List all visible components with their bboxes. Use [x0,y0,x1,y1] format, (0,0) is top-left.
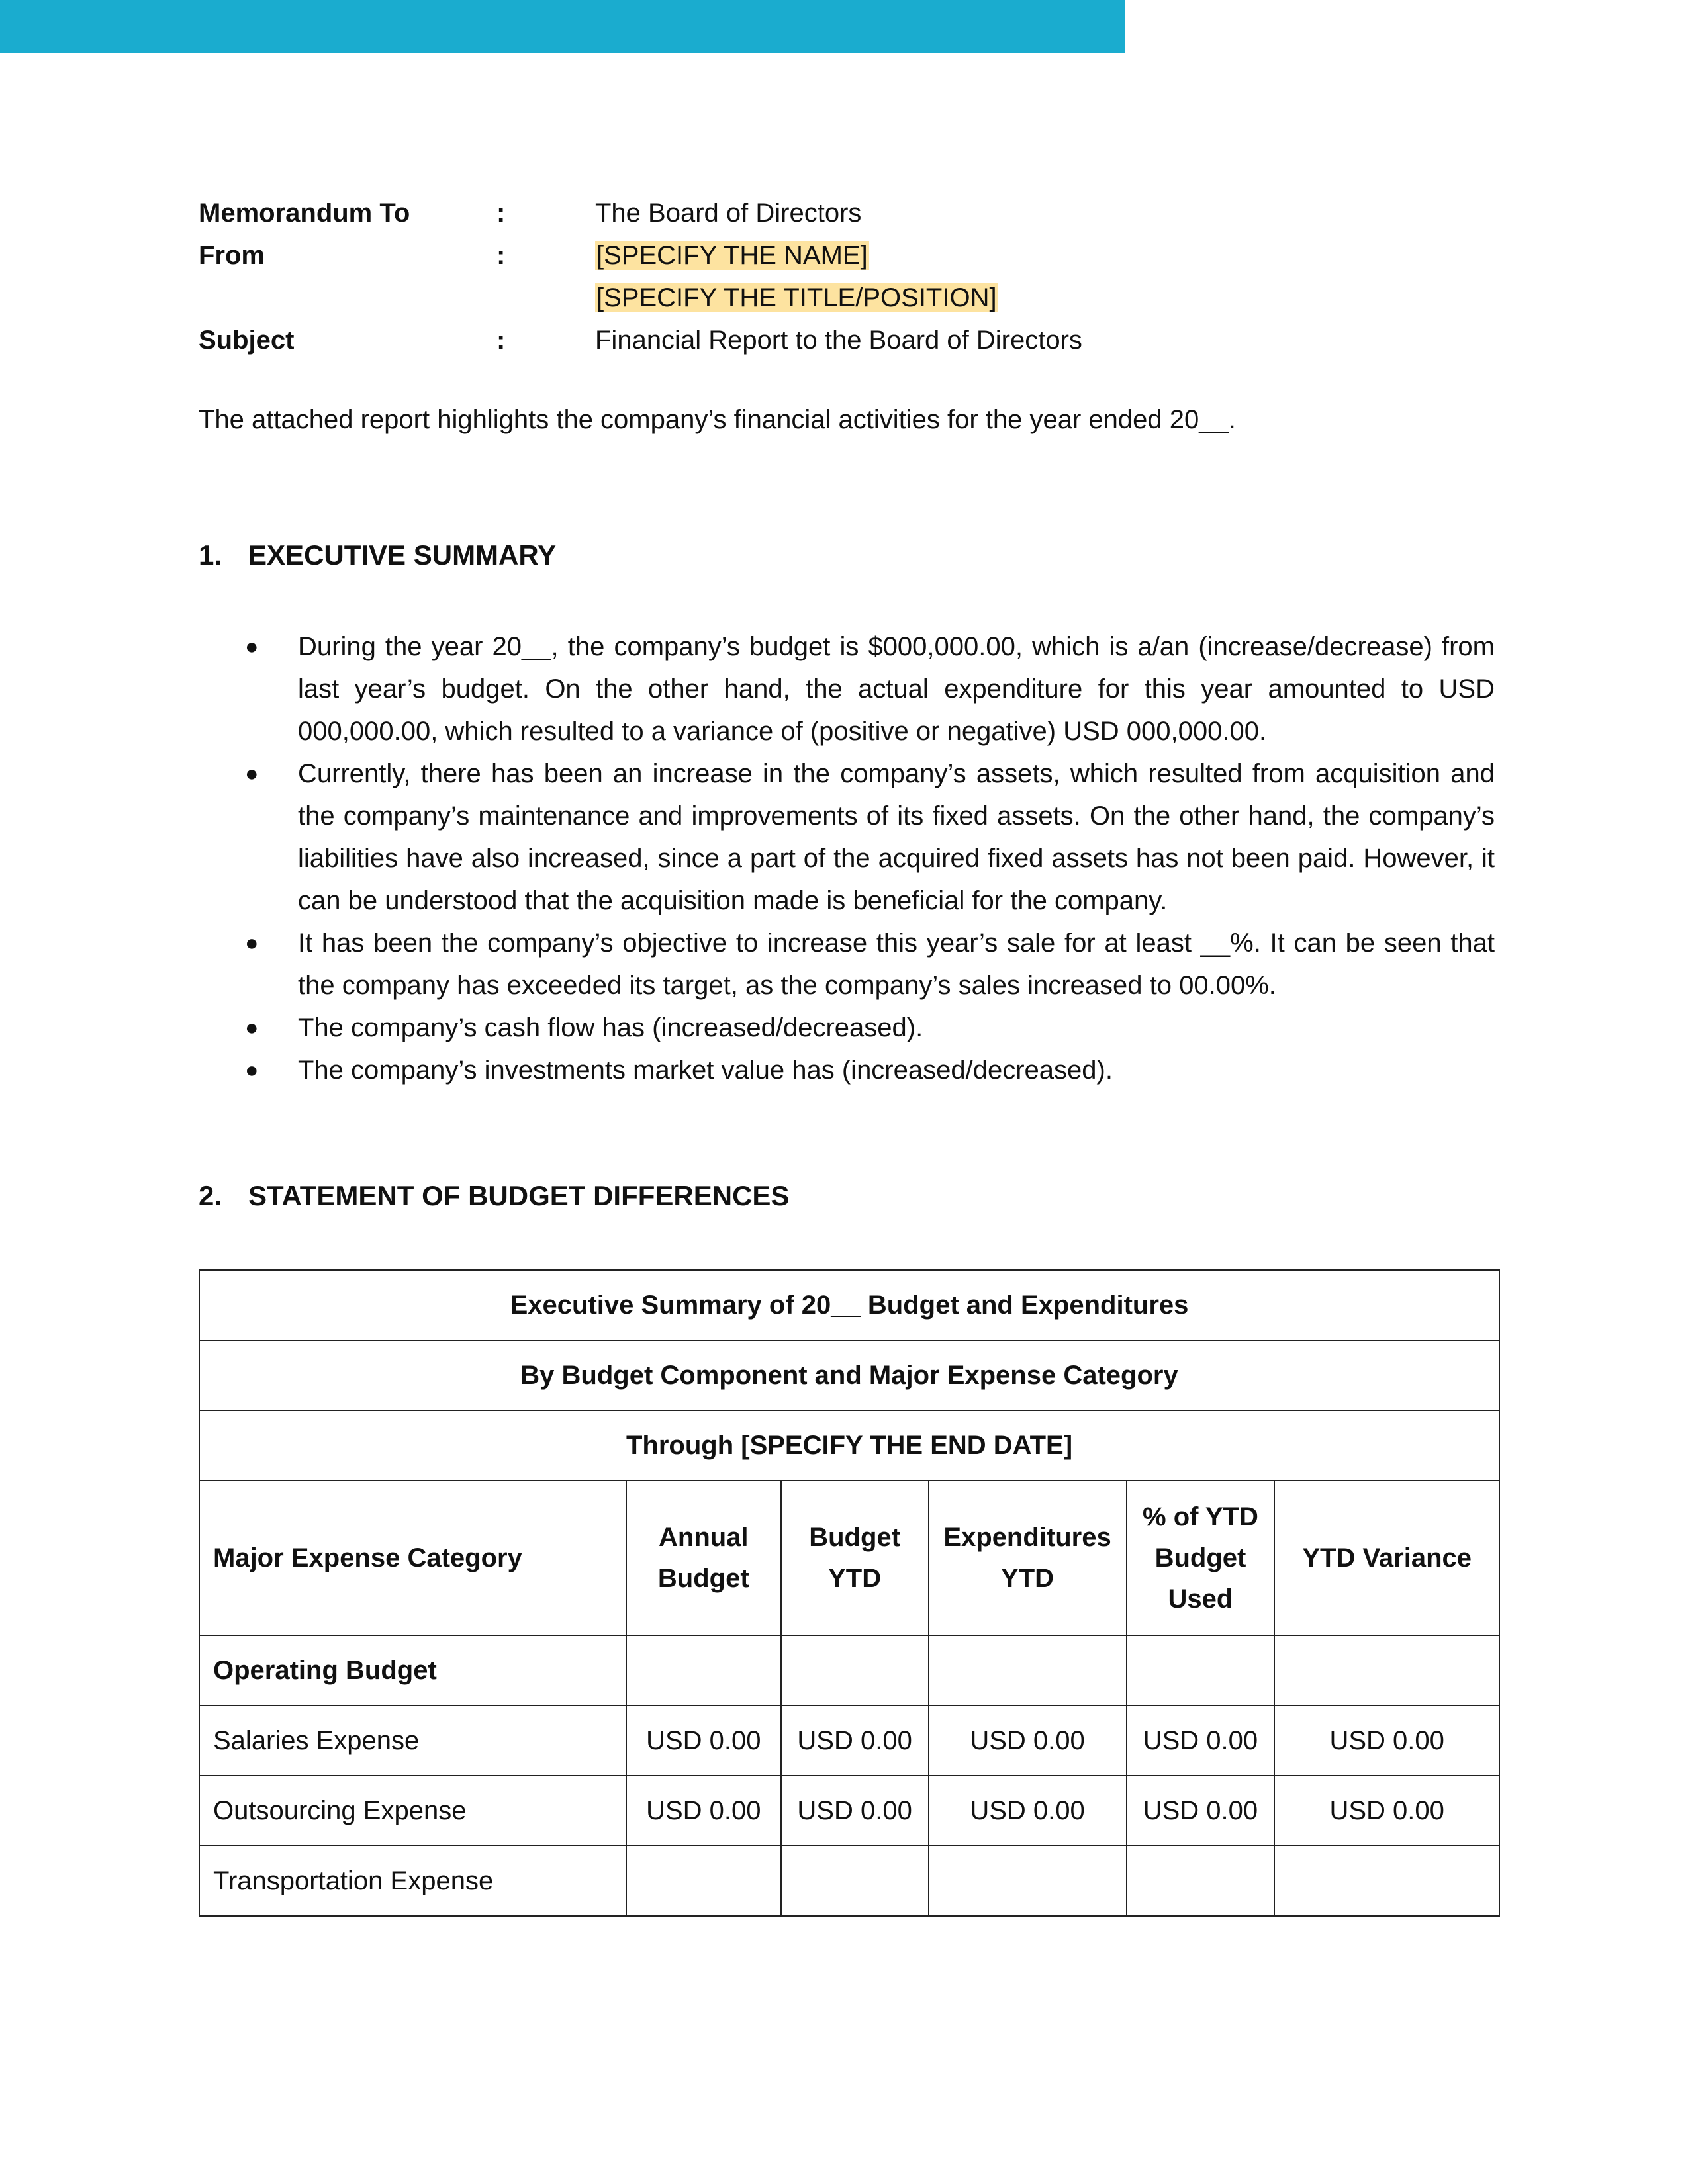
cell-annual-budget [626,1635,781,1706]
header-line: Budget [809,1523,900,1552]
cell-expenditures-ytd [929,1846,1127,1916]
column-header-expenditures-ytd [929,1480,1127,1635]
memo-colon: : [496,198,506,228]
cell-annual-budget: USD 0.00 [626,1706,781,1776]
bullet-icon: ● [245,634,259,659]
memo-to-row [199,192,1501,234]
executive-summary-list [245,625,1495,1091]
table-end-date: Through [SPECIFY THE END DATE] [199,1410,1499,1480]
table-date-row [199,1410,1499,1480]
cell-pct-used: USD 0.00 [1127,1776,1275,1846]
section-heading-executive-summary [199,539,556,571]
list-item-text: Currently, there has been an increase in the company’s assets, which resulted from acquisition and the company’s maintenance and improvements of its fixed assets. On the other hand, the company’s liabilities have also increased, since a part of the acquired fixed assets has not been paid. However, it can be understood that the acquisition made is beneficial for the company. [298,759,1495,915]
cell-budget-ytd [781,1635,929,1706]
table-row [199,1706,1499,1776]
cell-budget-ytd [781,1846,929,1916]
cell-pct-used [1127,1635,1275,1706]
list-item [245,752,1495,922]
list-item-text: During the year 20__, the company’s budget is $000,000.00, which is a/an (increase/decrease) from last year’s budget. On the other hand, the actual expenditure for this year amounted to USD 000,000.00, which resulted to a variance of (positive or negative) USD 000,000.00. [298,632,1495,746]
header-line: Budget [657,1564,749,1593]
column-header-budget-ytd [781,1480,929,1635]
header-line: % of YTD [1143,1502,1258,1531]
cell-expenditures-ytd: USD 0.00 [929,1706,1127,1776]
table-header-row [199,1480,1499,1635]
bullet-icon: ● [245,761,259,786]
table-row [199,1846,1499,1916]
table-subtitle: By Budget Component and Major Expense Category [199,1340,1499,1410]
memo-colon: : [496,240,506,270]
memo-from-title-cell [595,283,1501,313]
list-item [245,1007,1495,1049]
cell-pct-used [1127,1846,1275,1916]
memo-to-value: The Board of Directors [595,198,862,228]
header-line: Expenditures [943,1523,1111,1552]
header-line: YTD [828,1564,882,1593]
memo-from-label: From [199,240,265,270]
memo-subject-value: Financial Report to the Board of Directors [595,325,1082,355]
section-number: 2. [199,1180,222,1211]
memo-from-title-row [199,277,1501,319]
column-header-annual-budget [626,1480,781,1635]
cell-category: Salaries Expense [199,1706,626,1776]
column-header-pct-used [1127,1480,1275,1635]
table-subtitle-row [199,1340,1499,1410]
header-line: YTD [1001,1564,1055,1593]
section-heading-budget-differences [199,1180,789,1212]
list-item-text: It has been the company’s objective to increase this year’s sale for at least __%. It can be seen that the company has exceeded its target, as the company’s sales increased to 00.00%. [298,929,1495,1000]
cell-category: Transportation Expense [199,1846,626,1916]
cell-annual-budget: USD 0.00 [626,1776,781,1846]
cell-ytd-variance: USD 0.00 [1274,1706,1499,1776]
memo-from-name: [SPECIFY THE NAME] [596,240,868,270]
list-item-text: The company’s cash flow has (increased/decreased). [298,1013,923,1042]
memo-subject-row [199,319,1501,361]
column-header-ytd-variance: YTD Variance [1274,1480,1499,1635]
cell-pct-used: USD 0.00 [1127,1706,1275,1776]
cell-budget-ytd: USD 0.00 [781,1776,929,1846]
intro-paragraph: The attached report highlights the company’s financial activities for the year ended 20__. [199,405,1236,434]
bullet-icon: ● [245,931,259,956]
header-line: Used [1168,1584,1233,1614]
column-header-category: Major Expense Category [199,1480,626,1635]
section-title: STATEMENT OF BUDGET DIFFERENCES [248,1180,790,1211]
cell-budget-ytd: USD 0.00 [781,1706,929,1776]
memo-to-label: Memorandum To [199,198,410,228]
table-row [199,1776,1499,1846]
memo-subject-label: Subject [199,325,295,355]
cell-expenditures-ytd: USD 0.00 [929,1776,1127,1846]
list-item [245,625,1495,752]
section-number: 1. [199,539,222,570]
cell-category: Operating Budget [199,1635,626,1706]
list-item-text: The company’s investments market value has (increased/decreased). [298,1056,1113,1085]
list-item [245,922,1495,1007]
cell-category: Outsourcing Expense [199,1776,626,1846]
memo-from-title: [SPECIFY THE TITLE/POSITION] [596,283,997,312]
bullet-icon: ● [245,1058,259,1083]
header-line: Annual [659,1523,749,1552]
cell-annual-budget [626,1846,781,1916]
memo-from-name-cell [595,241,1501,271]
table-title: Executive Summary of 20__ Budget and Expenditures [199,1270,1499,1340]
cell-ytd-variance [1274,1846,1499,1916]
header-line: Budget [1154,1543,1246,1572]
cell-ytd-variance [1274,1635,1499,1706]
memo-header [199,192,1501,361]
header-accent-bar [0,0,1125,53]
memo-colon: : [496,325,506,355]
table-row [199,1635,1499,1706]
list-item [245,1049,1495,1091]
cell-ytd-variance: USD 0.00 [1274,1776,1499,1846]
budget-table [199,1269,1500,1917]
table-title-row [199,1270,1499,1340]
cell-expenditures-ytd [929,1635,1127,1706]
memo-from-row [199,234,1501,277]
bullet-icon: ● [245,1015,259,1040]
section-title: EXECUTIVE SUMMARY [248,539,557,570]
